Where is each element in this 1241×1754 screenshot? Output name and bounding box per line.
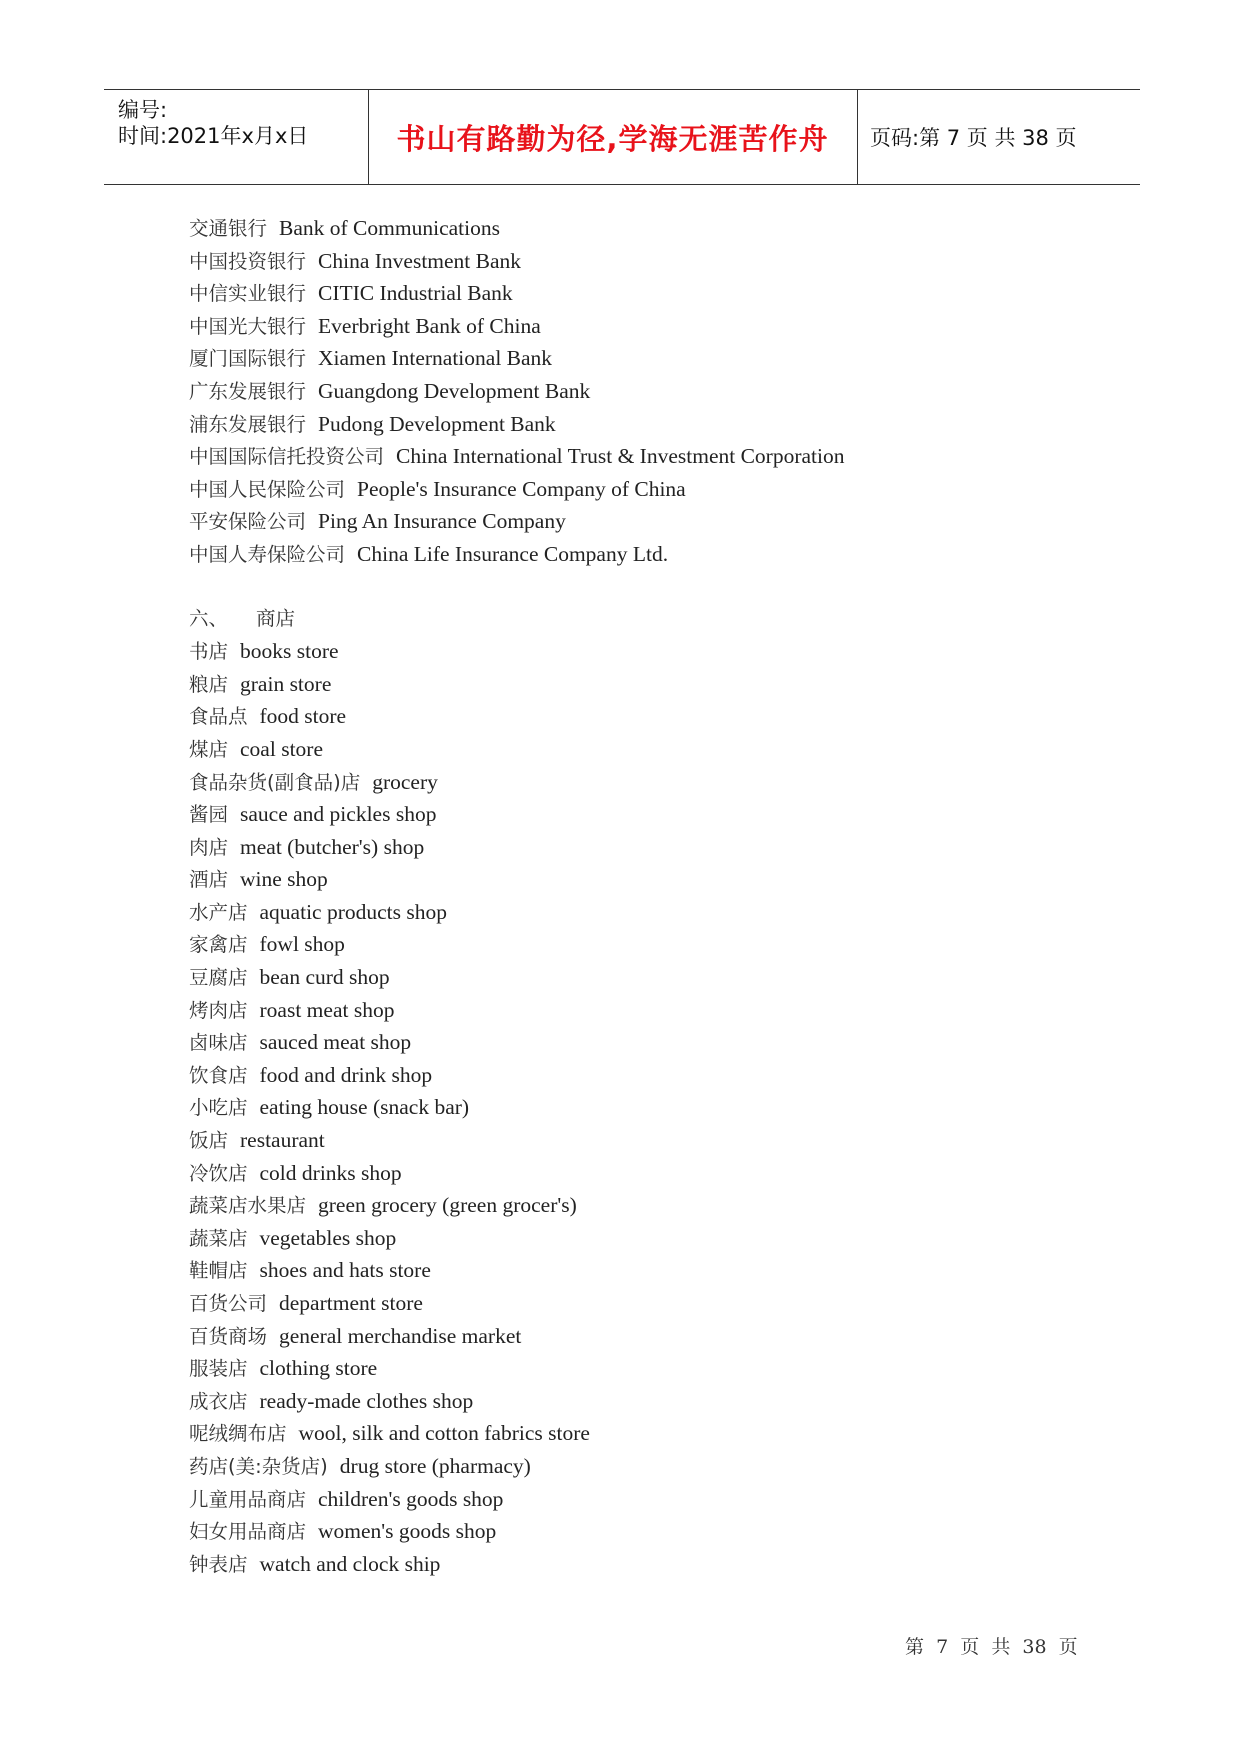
store-entry-english: watch and clock ship [259,1551,441,1576]
store-entry-english: coal store [240,736,323,761]
page-footer: 第 7 页 共 38 页 [905,1636,1078,1658]
store-entry [189,831,1089,864]
store-entry [189,928,1089,961]
store-entry [189,1287,1089,1320]
bank-entry-english: China Life Insurance Company Ltd. [357,541,669,566]
store-entry-chinese: 烤肉店 [189,998,248,1022]
bank-entry-chinese: 中国人寿保险公司 [189,542,346,566]
store-entry [189,1450,1089,1483]
bank-entry-english: CITIC Industrial Bank [318,281,513,306]
store-entry [189,863,1089,896]
store-entry-chinese: 煤店 [189,737,229,761]
store-entry [189,1385,1089,1418]
store-entry-chinese: 儿童用品商店 [189,1487,307,1511]
section-number: 六、 [189,606,229,630]
store-entry-english: grain store [240,671,332,696]
section-heading [189,603,1089,636]
store-entry [189,766,1089,799]
header-motto-cell [368,90,858,184]
store-entry-english: green grocery (green grocer's) [318,1193,577,1218]
bank-entry [189,408,1089,441]
bank-entry [189,310,1089,343]
store-entry [189,1483,1089,1516]
store-entry [189,961,1089,994]
store-entry-chinese: 百货商场 [189,1324,268,1348]
bank-entry [189,212,1089,245]
bank-entry [189,538,1089,571]
store-entry-chinese: 酒店 [189,868,229,892]
store-entry-english: aquatic products shop [259,899,448,924]
bank-entry-chinese: 中国光大银行 [189,314,307,338]
store-entry-english: shoes and hats store [259,1258,431,1283]
header-motto: 书山有路勤为径,学海无涯苦作舟 [396,121,829,156]
store-entry-english: drug store (pharmacy) [339,1453,531,1478]
store-entry-chinese: 呢绒绸布店 [189,1422,287,1446]
document-body [189,212,1089,1580]
store-entry-english: general merchandise market [279,1323,522,1348]
bank-entry [189,505,1089,538]
store-entry-english: sauced meat shop [259,1030,412,1055]
store-entry [189,700,1089,733]
document-time-label: 时间:2021年x月x日 [118,124,309,148]
bank-entry-chinese: 中国投资银行 [189,249,307,273]
store-entry-chinese: 卤味店 [189,1031,248,1055]
store-list [189,635,1089,1580]
store-entry-english: department store [279,1291,423,1315]
store-entry [189,635,1089,668]
header-meta-cell [104,90,369,184]
store-entry-english: grocery [372,769,438,794]
store-entry-english: clothing store [259,1356,378,1381]
store-entry [189,1320,1089,1353]
bank-entry-english: Bank of Communications [279,216,500,240]
store-entry-chinese: 饭店 [189,1129,229,1153]
store-entry-english: roast meat shop [259,997,395,1022]
store-entry-english: cold drinks shop [259,1160,402,1185]
store-entry-english: meat (butcher's) shop [240,834,425,859]
store-entry-chinese: 肉店 [189,835,229,859]
bank-entry-english: Ping An Insurance Company [318,509,566,534]
store-entry [189,1254,1089,1287]
bank-entry [189,375,1089,408]
store-entry-chinese: 服装店 [189,1357,248,1381]
header-page-cell [857,90,1140,184]
store-entry-chinese: 家禽店 [189,933,248,957]
store-entry-chinese: 水产店 [189,900,248,924]
store-entry-chinese: 饮食店 [189,1063,248,1087]
store-entry-english: books store [240,639,339,664]
store-entry [189,798,1089,831]
store-entry-chinese: 粮店 [189,672,229,696]
store-entry [189,1189,1089,1222]
store-entry-chinese: 豆腐店 [189,966,248,990]
store-entry-english: ready-made clothes shop [259,1388,474,1413]
store-entry [189,733,1089,766]
store-entry-chinese: 蔬菜店水果店 [189,1194,307,1218]
store-entry [189,1515,1089,1548]
bank-entry-chinese: 厦门国际银行 [189,347,307,371]
bank-entry-english: People's Insurance Company of China [357,476,686,501]
bank-entry [189,473,1089,506]
store-entry [189,1548,1089,1581]
store-entry-english: wine shop [240,867,328,892]
store-entry-english: food and drink shop [259,1062,433,1087]
document-number-label: 编号: [118,98,168,122]
store-entry-chinese: 酱园 [189,803,229,827]
store-entry [189,668,1089,701]
section-title: 商店 [256,606,296,630]
store-entry-english: sauce and pickles shop [240,802,437,827]
store-entry-english: vegetables shop [259,1225,397,1250]
bank-entry-english: Everbright Bank of China [318,313,541,338]
store-entry-english: food store [259,704,347,729]
store-entry-english: fowl shop [259,932,345,957]
header-page-number: 页码:第 7 页 共 38 页 [870,126,1077,150]
bank-entry [189,277,1089,310]
store-entry-chinese: 蔬菜店 [189,1226,248,1250]
bank-entry [189,245,1089,278]
store-entry-chinese: 妇女用品商店 [189,1520,307,1544]
store-entry-chinese: 书店 [189,640,229,664]
store-entry [189,1417,1089,1450]
store-entry-chinese: 小吃店 [189,1096,248,1120]
store-entry [189,1352,1089,1385]
store-entry [189,1157,1089,1190]
store-entry-chinese: 钟表店 [189,1552,248,1576]
store-entry [189,1026,1089,1059]
bank-entry-english: Pudong Development Bank [318,411,556,436]
bank-entry-english: Xiamen International Bank [318,346,553,371]
bank-entry [189,440,1089,473]
bank-list [189,212,1089,571]
store-entry-chinese: 食品点 [189,705,248,729]
store-entry-chinese: 药店(美:杂货店) [189,1454,328,1478]
bank-entry-english: China Investment Bank [318,248,522,273]
store-entry-chinese: 成衣店 [189,1389,248,1413]
store-entry [189,1222,1089,1255]
store-entry-chinese: 冷饮店 [189,1161,248,1185]
store-entry [189,1059,1089,1092]
bank-entry-chinese: 交通银行 [189,217,268,240]
store-entry [189,994,1089,1027]
bank-entry-english: China International Trust & Investment Corporation [396,444,845,469]
store-entry-english: eating house (snack bar) [259,1095,470,1120]
document-header [104,89,1140,185]
store-entry-english: children's goods shop [318,1486,504,1511]
section-spacer [189,571,1089,603]
store-entry-chinese: 鞋帽店 [189,1259,248,1283]
bank-entry-chinese: 中信实业银行 [189,282,307,306]
store-entry [189,896,1089,929]
bank-entry-chinese: 平安保险公司 [189,510,307,534]
bank-entry-chinese: 中国人民保险公司 [189,477,346,501]
store-entry-english: wool, silk and cotton fabrics store [298,1421,590,1446]
bank-entry-chinese: 浦东发展银行 [189,412,307,436]
bank-entry [189,342,1089,375]
bank-entry-chinese: 中国国际信托投资公司 [189,445,385,469]
store-entry-english: bean curd shop [259,965,390,990]
store-entry [189,1091,1089,1124]
bank-entry-chinese: 广东发展银行 [189,379,307,403]
store-entry [189,1124,1089,1157]
store-entry-english: women's goods shop [318,1519,497,1544]
store-entry-chinese: 食品杂货(副食品)店 [189,770,361,794]
store-entry-chinese: 百货公司 [189,1292,268,1315]
bank-entry-english: Guangdong Development Bank [318,378,591,403]
store-entry-english: restaurant [240,1128,325,1153]
